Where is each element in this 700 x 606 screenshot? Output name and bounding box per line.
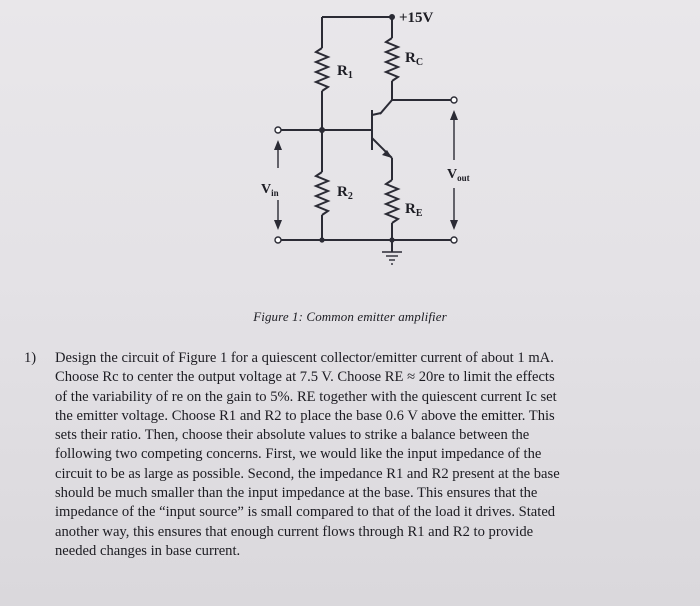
- circuit-diagram: [0, 0, 700, 300]
- problem-line: of the variability of re on the gain to 5%. RE together with the quiescent current Ic set: [55, 388, 557, 405]
- ground-symbol: [382, 252, 402, 264]
- vout-terminal: [451, 97, 457, 103]
- problem-line: the emitter voltage. Choose R1 and R2 to place the base 0.6 V above the emitter. This: [55, 407, 555, 424]
- problem-line: Choose Rc to center the output voltage at 7.5 V. Choose RE ≈ 20re to limit the effects: [55, 369, 555, 386]
- rc-resistor: [386, 38, 398, 81]
- problem-line: sets their ratio. Then, choose their absolute values to strike a balance between the: [55, 427, 530, 444]
- figure-caption: Figure 1: Common emitter amplifier: [253, 309, 447, 324]
- problem-line: Design the circuit of Figure 1 for a quiescent collector/emitter current of about 1 mA.: [55, 350, 554, 366]
- problem-statement: [24, 349, 679, 561]
- vout-label: $V_{out}$: [447, 167, 470, 183]
- problem-number: 1): [24, 350, 37, 366]
- vin-terminal: [275, 127, 281, 133]
- problem-line: needed changes in base current.: [55, 542, 241, 559]
- vin-arrow: [274, 140, 282, 230]
- problem-line: should be much smaller than the input impedance at the base. This ensures that the: [55, 485, 538, 502]
- problem-line: another way, this ensures that enough current flows through R1 and R2 to provide: [55, 523, 534, 540]
- vin-label: $V_{in}$: [261, 182, 279, 198]
- problem-body: [55, 349, 679, 561]
- re-resistor: [386, 180, 398, 223]
- rc-label: $R_C$: [405, 50, 424, 68]
- supply-label: +15V: [399, 10, 434, 26]
- r1-resistor: [316, 48, 328, 91]
- r2-label: $R_2$: [337, 184, 353, 202]
- problem-line: circuit to be as large as possible. Second, the impedance R1 and R2 present at the base: [55, 465, 560, 482]
- emitter-arrow: [382, 150, 392, 158]
- r2-resistor: [316, 172, 328, 215]
- re-label: $R_E$: [405, 201, 423, 219]
- problem-line: impedance of the “input source” is small compared to that of the load it drives. Stated: [55, 504, 556, 521]
- problem-line: following two competing concerns. First, we would like the input impedance of the: [55, 446, 542, 463]
- r1-label: $R_1$: [337, 63, 353, 81]
